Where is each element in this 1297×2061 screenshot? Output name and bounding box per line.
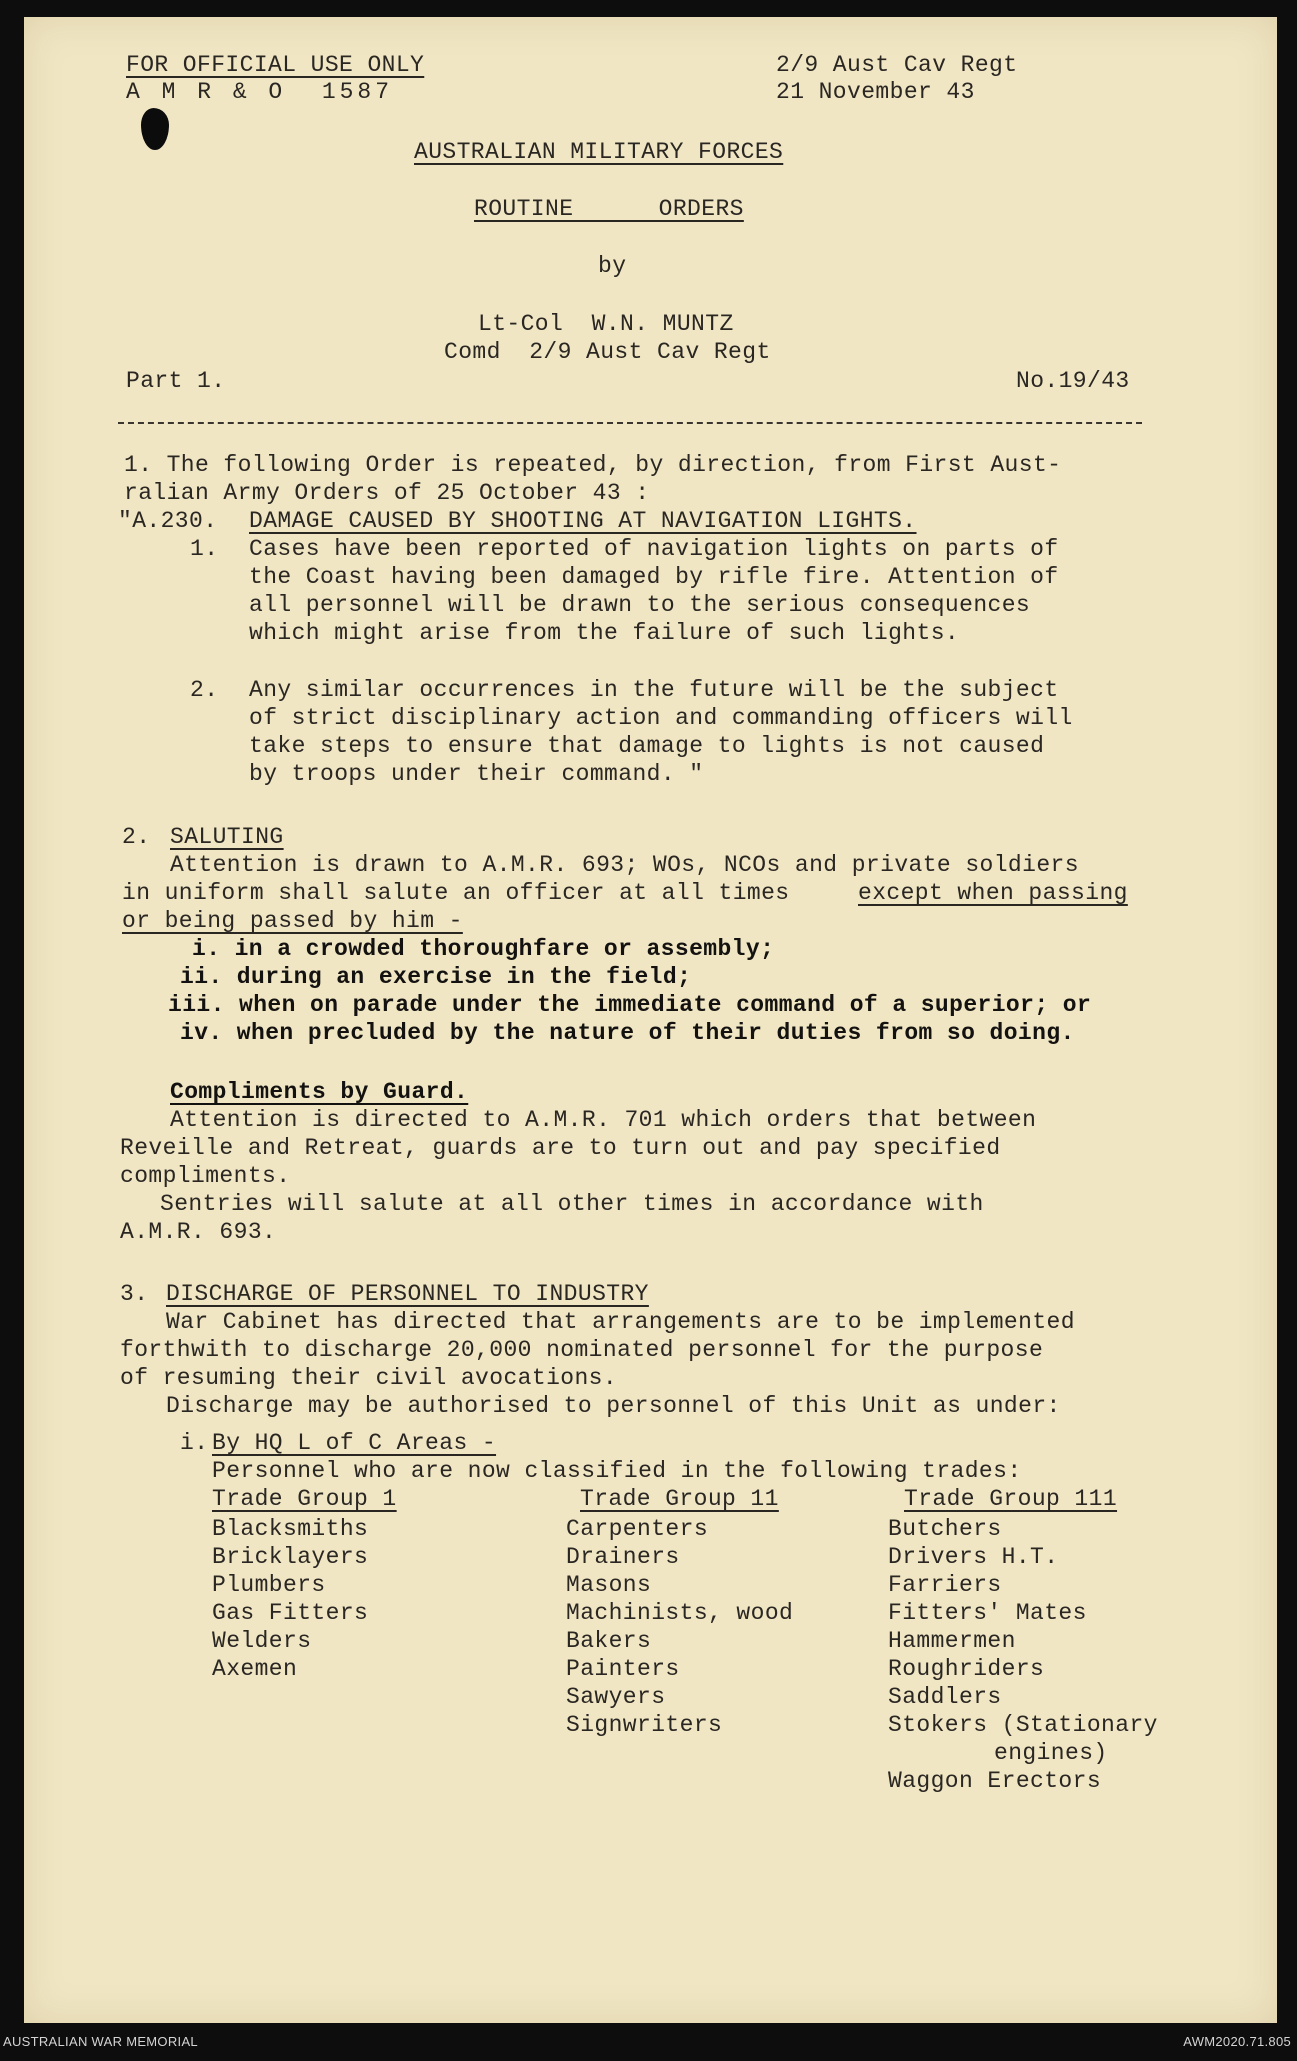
- para2-line: of strict disciplinary action and commanding officers will: [249, 705, 1073, 731]
- trade-item: Saddlers: [888, 1684, 1002, 1710]
- saluting-exception: iii. when on parade under the immediate command of a superior; or: [168, 992, 1092, 1018]
- para1-number: 1.: [190, 536, 219, 562]
- section3-number: 3.: [120, 1281, 149, 1307]
- trade-item: Carpenters: [566, 1516, 709, 1542]
- saluting-exception: i. in a crowded thoroughfare or assembly;: [192, 936, 775, 962]
- para2-line: take steps to ensure that damage to lights is not caused: [249, 733, 1045, 759]
- trade-item: Signwriters: [566, 1712, 723, 1738]
- para1-line: all personnel will be drawn to the serious consequences: [249, 592, 1031, 618]
- trade-item: Stokers (Stationary: [888, 1712, 1158, 1738]
- subsection-intro: Personnel who are now classified in the following trades:: [212, 1458, 1022, 1484]
- trade-item: Axemen: [212, 1656, 298, 1682]
- section3-line: Discharge may be authorised to personnel of this Unit as under:: [166, 1393, 1061, 1419]
- para1-line: Cases have been reported of navigation lights on parts of: [249, 536, 1059, 562]
- officer-role: Comd 2/9 Aust Cav Regt: [444, 339, 771, 365]
- doc-title: ROUTINE ORDERS: [474, 196, 744, 222]
- section1-intro-line: ralian Army Orders of 25 October 43 :: [124, 480, 650, 506]
- part-label: Part 1.: [126, 368, 226, 394]
- trade-item: Painters: [566, 1656, 680, 1682]
- para1-line: the Coast having been damaged by rifle fire. Attention of: [249, 564, 1059, 590]
- trade-item: Gas Fitters: [212, 1600, 369, 1626]
- compliments-heading: Compliments by Guard.: [170, 1079, 469, 1105]
- order-date: 21 November 43: [776, 79, 975, 105]
- section2-line: in uniform shall salute an officer at all times: [122, 880, 804, 906]
- trade-item: engines): [994, 1740, 1108, 1766]
- commanding-officer: Lt-Col W.N. MUNTZ: [478, 311, 734, 337]
- section2-line: Attention is drawn to A.M.R. 693; WOs, NCOs and private soldiers: [170, 852, 1079, 878]
- trade-item: Blacksmiths: [212, 1516, 369, 1542]
- compliments-line: Reveille and Retreat, guards are to turn out and pay specified: [120, 1135, 1001, 1161]
- para2-line: Any similar occurrences in the future will be the subject: [249, 677, 1059, 703]
- subsection-heading: By HQ L of C Areas -: [212, 1430, 497, 1456]
- trade-group-title: Trade Group 1: [212, 1486, 397, 1512]
- trade-item: Bricklayers: [212, 1544, 369, 1570]
- order-number: No.19/43: [1016, 368, 1130, 394]
- trade-item: Roughriders: [888, 1656, 1045, 1682]
- section1-heading: DAMAGE CAUSED BY SHOOTING AT NAVIGATION LIGHTS.: [249, 508, 917, 534]
- section2-heading: SALUTING: [170, 824, 284, 850]
- trade-item: Plumbers: [212, 1572, 326, 1598]
- trade-item: Bakers: [566, 1628, 652, 1654]
- trade-item: Waggon Erectors: [888, 1768, 1102, 1794]
- reference-number: A M R & O 1587: [126, 79, 394, 105]
- archive-credit: AUSTRALIAN WAR MEMORIAL: [3, 2034, 198, 2049]
- section1-intro-line: 1. The following Order is repeated, by direction, from First Aust-: [124, 452, 1062, 478]
- section2-line: or being passed by him -: [122, 908, 463, 934]
- trade-item: Hammermen: [888, 1628, 1016, 1654]
- sentry-line: Sentries will salute at all other times in accordance with: [160, 1191, 984, 1217]
- trade-group-title: Trade Group 111: [904, 1486, 1118, 1512]
- trade-group-title: Trade Group 11: [580, 1486, 779, 1512]
- trade-item: Fitters' Mates: [888, 1600, 1087, 1626]
- section2-emphasis: except when passing: [858, 880, 1128, 906]
- section2-number: 2.: [122, 824, 151, 850]
- unit-name: 2/9 Aust Cav Regt: [776, 52, 1018, 78]
- trade-item: Machinists, wood: [566, 1600, 794, 1626]
- separator-line: [118, 422, 1142, 424]
- compliments-line: compliments.: [120, 1163, 291, 1189]
- by-label: by: [598, 253, 627, 279]
- section3-line: forthwith to discharge 20,000 nominated personnel for the purpose: [120, 1337, 1044, 1363]
- trade-item: Farriers: [888, 1572, 1002, 1598]
- para2-line: by troops under their command. ": [249, 761, 704, 787]
- section3-line: of resuming their civil avocations.: [120, 1365, 618, 1391]
- trade-item: Welders: [212, 1628, 312, 1654]
- compliments-line: Attention is directed to A.M.R. 701 which orders that between: [170, 1107, 1037, 1133]
- trade-item: Butchers: [888, 1516, 1002, 1542]
- org-title: AUSTRALIAN MILITARY FORCES: [414, 139, 784, 165]
- saluting-exception: ii. during an exercise in the field;: [180, 964, 692, 990]
- classification-label: FOR OFFICIAL USE ONLY: [126, 52, 425, 78]
- para1-line: which might arise from the failure of such lights.: [249, 620, 960, 646]
- section3-heading: DISCHARGE OF PERSONNEL TO INDUSTRY: [166, 1281, 649, 1307]
- para2-number: 2.: [190, 677, 219, 703]
- trade-item: Drainers: [566, 1544, 680, 1570]
- trade-item: Masons: [566, 1572, 652, 1598]
- archive-reference: AWM2020.71.805: [1183, 2034, 1291, 2049]
- order-ref: "A.230.: [118, 508, 218, 534]
- trade-item: Drivers H.T.: [888, 1544, 1059, 1570]
- section3-line: War Cabinet has directed that arrangements are to be implemented: [166, 1309, 1075, 1335]
- saluting-exception: iv. when precluded by the nature of their duties from so doing.: [180, 1020, 1075, 1046]
- subsection-number: i.: [180, 1430, 209, 1456]
- sentry-line: A.M.R. 693.: [120, 1219, 277, 1245]
- trade-item: Sawyers: [566, 1684, 666, 1710]
